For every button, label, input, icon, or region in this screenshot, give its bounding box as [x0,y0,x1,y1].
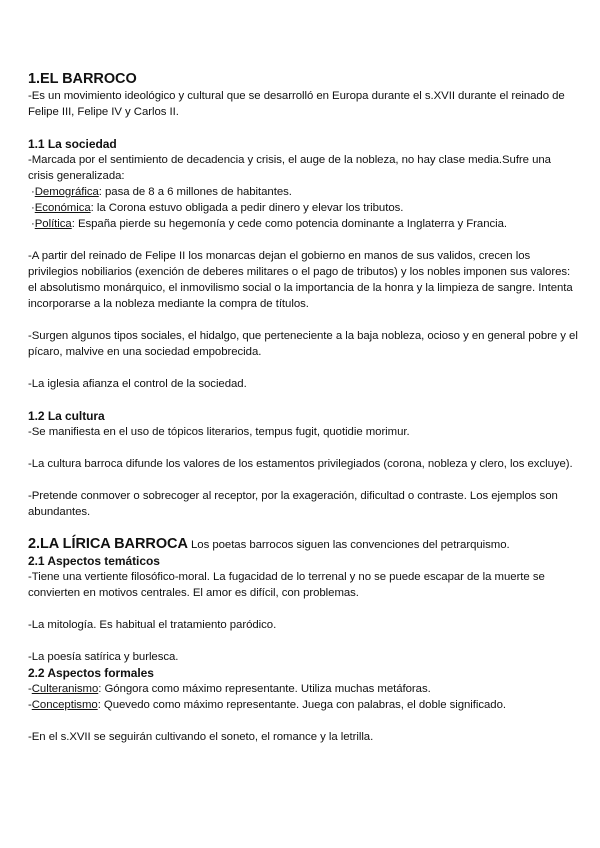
term-label: Demográfica [34,186,99,198]
subsection-title: 1.2 La cultura [28,409,105,423]
list-item [28,697,578,713]
paragraph: -La cultura barroca difunde los valores de los estamentos privilegiados (corona, nobleza y clero, los excluye). [28,458,573,470]
spacer [28,472,578,488]
paragraph: -Es un movimiento ideológico y cultural que se desarrolló en Europa durante el s.XVII durante el reinado de Felipe III, Felipe IV y Carlos II. [28,90,565,118]
paragraph: -La mitología. Es habitual el tratamiento paródico. [28,619,277,631]
item-text: : Góngora como máximo representante. Utiliza muchas metáforas. [98,683,431,695]
subsection-title: 2.2 Aspectos formales [28,666,154,680]
item-text: : la Corona estuvo obligada a pedir dinero y elevar los tributos. [90,202,404,214]
paragraph: -Marcada por el sentimiento de decadencia y crisis, el auge de la nobleza, no hay clase media.Sufre una crisis generalizada: [28,154,551,182]
paragraph: -Surgen algunos tipos sociales, el hidalgo, que perteneciente a la baja nobleza, ocioso y en general pobre y el pícaro, malvive en una sociedad empobrecida. [28,330,578,358]
subsection-title: 2.1 Aspectos temáticos [28,554,160,568]
spacer [28,633,578,649]
spacer [28,232,578,248]
bullet: - [28,683,32,695]
list-item [28,184,578,200]
paragraph: -Tiene una vertiente filosófico-moral. La fugacidad de lo terrenal y no se puede escapar de la muerte se convierten en motivos centrales. El amor es difícil, con problemas. [28,571,545,599]
item-text: : pasa de 8 a 6 millones de habitantes. [98,186,292,198]
bullet: · [31,186,35,198]
paragraph: -La poesía satírica y burlesca. [28,651,179,663]
bullet: - [28,699,32,711]
spacer [28,312,578,328]
term-label: Política [34,218,72,230]
spacer [28,440,578,456]
subsection-title: 1.1 La sociedad [28,137,117,151]
section-title: 1.EL BARROCO [28,71,137,87]
spacer [28,360,578,376]
paragraph: -En el s.XVII se seguirán cultivando el soneto, el romance y la letrilla. [28,731,374,743]
spacer [28,520,578,536]
spacer [28,713,578,729]
bullet: · [31,218,35,230]
paragraph: -A partir del reinado de Felipe II los monarcas dejan el gobierno en manos de sus validos, crecen los privilegios nobiliarios (exención de deberes militares o el pago de tributos) y los nobles imponen sus valores: el absolutismo monárquico, el inmovilismo social o la importancia de la honra y la limpieza de sangre. Intenta incorporarse a la nobleza mediante la compra de títulos. [28,250,573,310]
section-heading-line [28,536,578,553]
document-page [28,70,578,745]
spacer [28,601,578,617]
term-label: Culteranismo [31,683,99,695]
bullet: · [31,202,35,214]
paragraph: -Se manifiesta en el uso de tópicos literarios, tempus fugit, quotidie morimur. [28,426,410,438]
list-item [28,200,578,216]
spacer [28,120,578,136]
term-label: Económica [34,202,91,214]
section-title: 2.LA LÍRICA BARROCA [28,536,188,552]
heading-continuation: Los poetas barrocos siguen las convenciones del petrarquismo. [187,539,510,551]
paragraph: -La iglesia afianza el control de la sociedad. [28,378,247,390]
spacer [28,392,578,408]
item-text: : Quevedo como máximo representante. Juega con palabras, el doble significado. [97,699,506,711]
paragraph: -Pretende conmover o sobrecoger al receptor, por la exageración, dificultad o contraste. Los ejemplos son abundantes. [28,490,558,518]
list-item [28,681,578,697]
term-label: Conceptismo [31,699,98,711]
list-item [28,216,578,232]
item-text: : España pierde su hegemonía y cede como potencia dominante a Inglaterra y Francia. [71,218,508,230]
